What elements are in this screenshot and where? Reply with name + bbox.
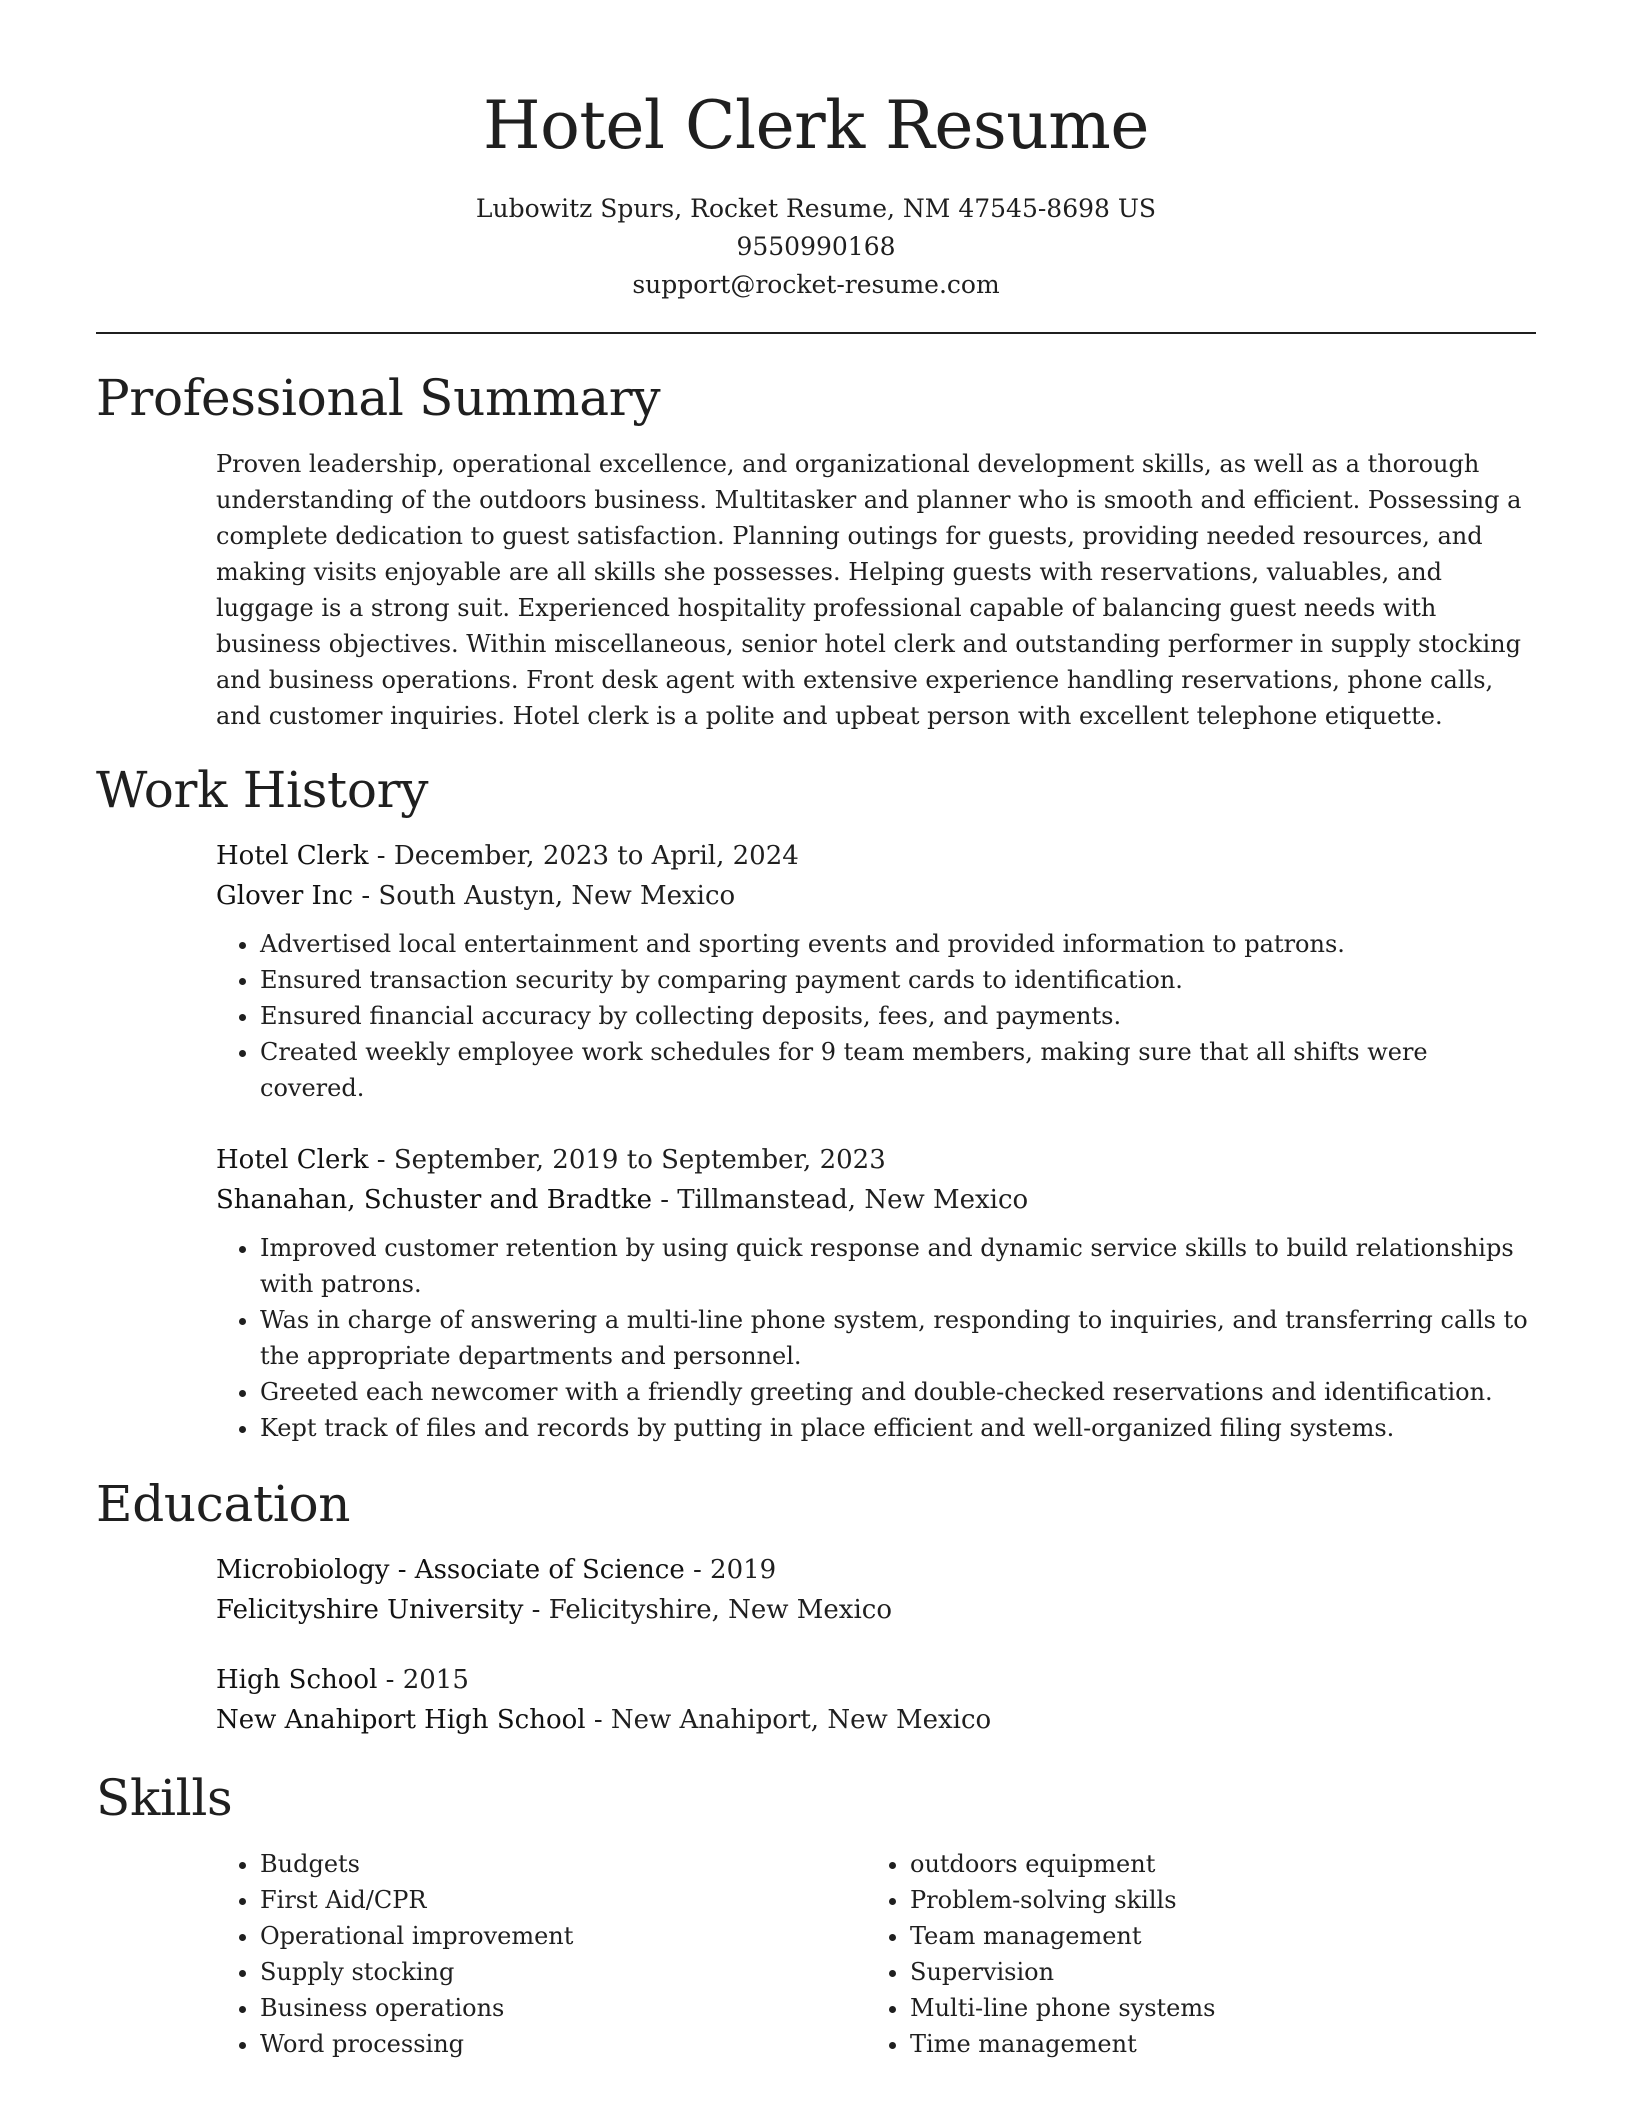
edu-location: - Felicityshire, New Mexico <box>523 1595 892 1625</box>
edu-degree: Microbiology - Associate of Science <box>216 1555 685 1585</box>
skills-columns <box>96 1846 1536 2062</box>
skill-item: • Word processing <box>260 2026 866 2062</box>
edu-year: - 2019 <box>684 1555 777 1585</box>
job-dates: - December, 2023 to April, 2024 <box>368 841 799 871</box>
job-bullet: • Greeted each newcomer with a friendly greeting and double-checked reservations and identification. <box>260 1374 1536 1410</box>
skills-column-left <box>216 1846 866 2062</box>
job-company: Shanahan, Schuster and Bradtke <box>216 1185 652 1215</box>
edu-school-line <box>216 1700 1536 1740</box>
job-bullet: • Improved customer retention by using quick response and dynamic service skills to build relationships with patrons. <box>260 1230 1536 1302</box>
edu-school: New Anahiport High School <box>216 1705 586 1735</box>
edu-school: Felicityshire University <box>216 1595 524 1625</box>
skill-item: • Supply stocking <box>260 1954 866 1990</box>
job-bullet: • Ensured financial accuracy by collecting deposits, fees, and payments. <box>260 998 1536 1034</box>
edu-degree: High School <box>216 1665 378 1695</box>
edu-degree-line <box>216 1660 1536 1700</box>
job-bullet: • Ensured transaction security by comparing payment cards to identification. <box>260 962 1536 998</box>
job-bullet: • Created weekly employee work schedules for 9 team members, making sure that all shifts were covered. <box>260 1034 1536 1106</box>
skill-item: • Team management <box>910 1918 1516 1954</box>
job-role: Hotel Clerk <box>216 841 369 871</box>
contact-email: support@rocket-resume.com <box>632 270 1000 299</box>
skill-item: • First Aid/CPR <box>260 1882 866 1918</box>
skills-column-right <box>866 1846 1516 2062</box>
job-role: Hotel Clerk <box>216 1145 369 1175</box>
contact-info <box>96 190 1536 304</box>
resume-title: Hotel Clerk Resume <box>483 87 1149 164</box>
job-company: Glover Inc <box>216 881 354 911</box>
skill-item: • Operational improvement <box>260 1918 866 1954</box>
contact-address: Lubowitz Spurs, Rocket Resume, NM 47545-8698 US <box>475 194 1157 223</box>
skills-section <box>96 1766 1536 2062</box>
skill-item: • Business operations <box>260 1990 866 2026</box>
skill-item: • Budgets <box>260 1846 866 1882</box>
job-location: - South Austyn, New Mexico <box>353 881 736 911</box>
job-bullet: • Kept track of files and records by putting in place efficient and well-organized filing systems. <box>260 1410 1536 1446</box>
contact-phone: 9550990168 <box>736 232 896 261</box>
summary-section <box>96 366 1536 734</box>
job-title-line <box>216 1140 1536 1180</box>
skill-item: • Multi-line phone systems <box>910 1990 1516 2026</box>
skills-heading: Skills <box>96 1769 233 1827</box>
skill-item: • Problem-solving skills <box>910 1882 1516 1918</box>
job-location: - Tillmanstead, New Mexico <box>651 1185 1029 1215</box>
job-company-line <box>216 876 1536 916</box>
job-bullets <box>216 926 1536 1106</box>
job-bullet: • Was in charge of answering a multi-line phone system, responding to inquiries, and transferring calls to the appropriate departments and personnel. <box>260 1302 1536 1374</box>
work-section <box>96 758 1536 1446</box>
edu-school-line <box>216 1590 1536 1630</box>
resume-header <box>96 80 1536 304</box>
edu-year: - 2015 <box>377 1665 469 1695</box>
education-entry <box>96 1660 1536 1740</box>
edu-location: - New Anahiport, New Mexico <box>585 1705 992 1735</box>
summary-heading: Professional Summary <box>96 369 661 427</box>
job-entry <box>96 836 1536 1106</box>
education-entry <box>96 1550 1536 1630</box>
job-entry <box>96 1140 1536 1446</box>
header-divider <box>96 332 1536 334</box>
job-company-line <box>216 1180 1536 1220</box>
education-heading: Education <box>96 1475 351 1533</box>
job-bullets <box>216 1230 1536 1446</box>
job-bullet: • Advertised local entertainment and sporting events and provided information to patrons. <box>260 926 1536 962</box>
summary-text: Proven leadership, operational excellence, and organizational development skills, as well as a thorough understanding of the outdoors business. Multitasker and planner who is smooth and efficient. Possessing a complete dedication to guest satisfaction. Planning outings for guests, providing needed resources, and making visits enjoyable are all skills she possesses. Helping guests with reservations, valuables, and luggage is a strong suit. Experienced hospitality professional capable of balancing guest needs with business objectives. Within miscellaneous, senior hotel clerk and outstanding performer in supply stocking and business operations. Front desk agent with extensive experience handling reservations, phone calls, and customer inquiries. Hotel clerk is a polite and upbeat person with excellent telephone etiquette. <box>216 450 1522 730</box>
edu-degree-line <box>216 1550 1536 1590</box>
education-section <box>96 1472 1536 1740</box>
job-title-line <box>216 836 1536 876</box>
job-dates: - September, 2019 to September, 2023 <box>368 1145 886 1175</box>
skill-item: • outdoors equipment <box>910 1846 1516 1882</box>
skill-item: • Time management <box>910 2026 1516 2062</box>
skill-item: • Supervision <box>910 1954 1516 1990</box>
work-heading: Work History <box>96 761 429 819</box>
